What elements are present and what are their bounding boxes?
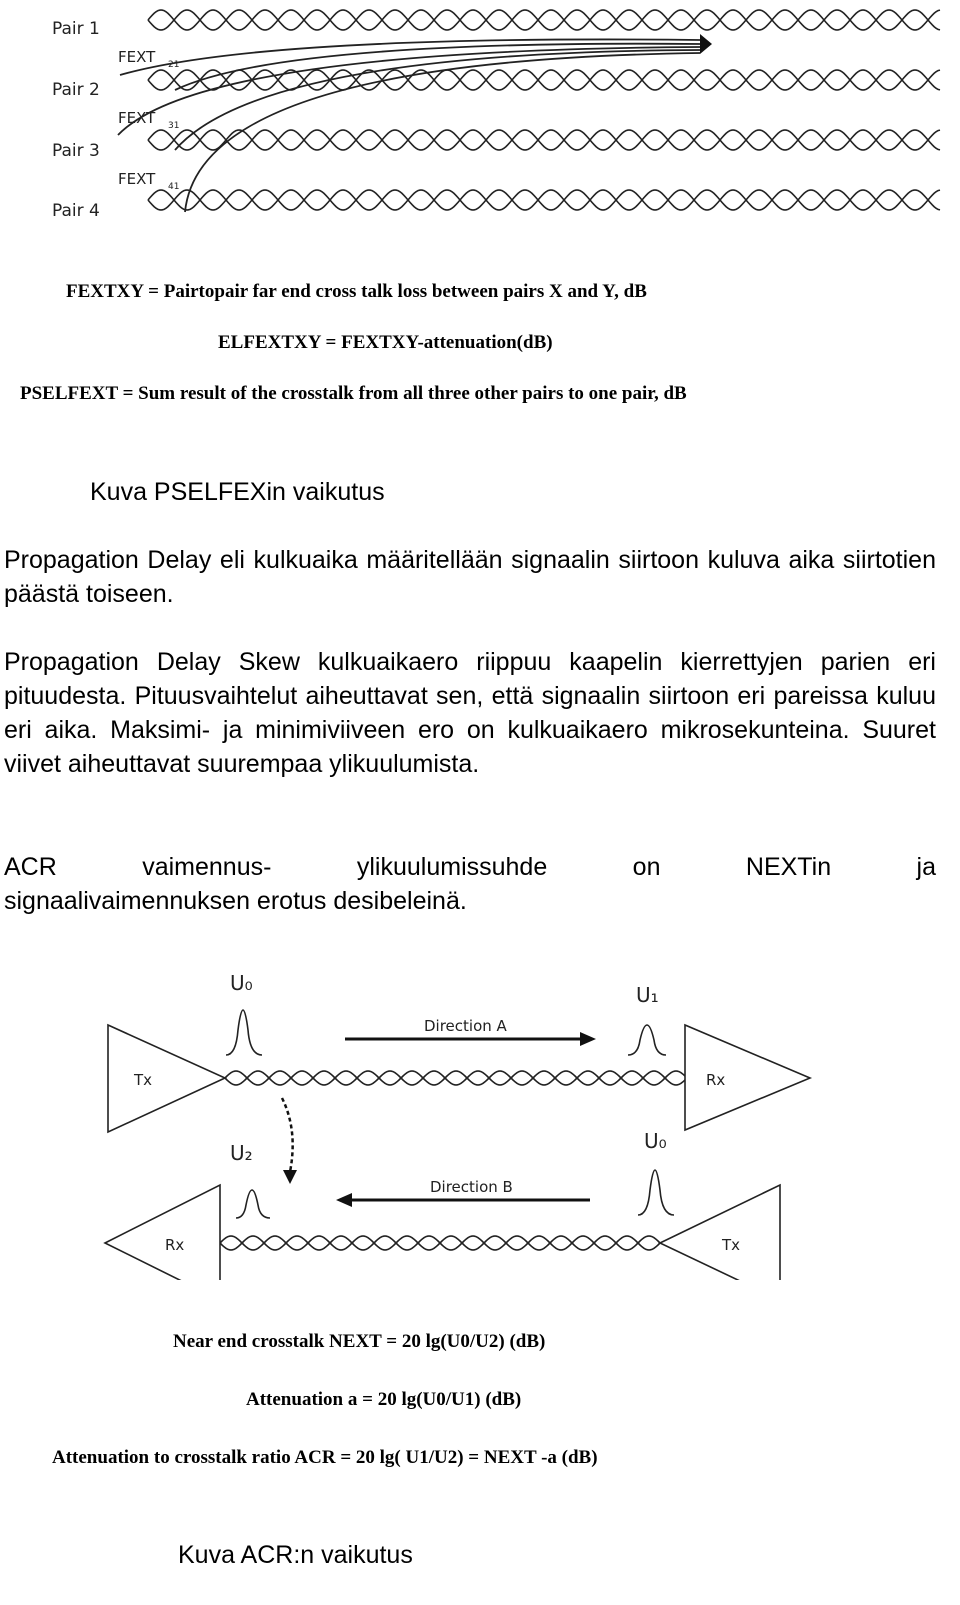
paragraph-text: Propagation Delay eli kulkuaika määritellään signaalin siirtoon kuluva aika siirtotien päästä toiseen. bbox=[4, 546, 936, 608]
formula-pselfext: PSELFEXT = Sum result of the crosstalk from all three other pairs to one pair, dB bbox=[20, 383, 687, 404]
figure1-caption: Kuva PSELFEXin vaikutus bbox=[90, 478, 385, 506]
rx-top-triangle bbox=[685, 1025, 810, 1130]
fext21-arrow bbox=[120, 39, 700, 75]
arrowhead-icon bbox=[336, 1193, 352, 1207]
formula-elfextxy: ELFEXTXY = FEXTXY-attenuation(dB) bbox=[218, 332, 553, 353]
arrowhead-icon bbox=[700, 34, 712, 54]
paragraph-line: ACR vaimennus- ylikuulumissuhde on NEXTin ja bbox=[4, 853, 936, 881]
u0-bottom-pulse bbox=[638, 1170, 674, 1215]
arrowhead-icon bbox=[283, 1170, 297, 1184]
fext21-label: FEXT bbox=[118, 48, 156, 66]
pair-1-label: Pair 1 bbox=[52, 19, 100, 39]
formula-acr: Attenuation to crosstalk ratio ACR = 20 lg( U1/U2) = NEXT -a (dB) bbox=[52, 1447, 598, 1468]
u2-label: U₂ bbox=[230, 1141, 253, 1165]
u0-top-label: U₀ bbox=[230, 971, 253, 995]
formula-attenuation: Attenuation a = 20 lg(U0/U1) (dB) bbox=[246, 1389, 522, 1410]
u0-bottom-label: U₀ bbox=[644, 1129, 667, 1153]
acr-diagram bbox=[0, 960, 960, 1280]
figure2-caption: Kuva ACR:n vaikutus bbox=[178, 1541, 413, 1569]
fext41-label: FEXT bbox=[118, 170, 156, 188]
u1-label: U₁ bbox=[636, 983, 659, 1007]
fext31-arrow bbox=[118, 47, 700, 135]
fext31-sub: 31 bbox=[168, 121, 180, 131]
pair-4-label: Pair 4 bbox=[52, 201, 100, 221]
formula-fextxy: FEXTXY = Pairtopair far end cross talk loss between pairs X and Y, dB bbox=[66, 281, 647, 302]
u1-pulse bbox=[628, 1025, 666, 1055]
u0-top-pulse bbox=[226, 1010, 262, 1055]
cable-waves bbox=[220, 1071, 685, 1250]
formula-next: Near end crosstalk NEXT = 20 lg(U0/U2) (dB) bbox=[173, 1331, 546, 1352]
bottom-cable-strand-2 bbox=[220, 1236, 660, 1250]
fext-diagram bbox=[0, 0, 960, 240]
u2-pulse bbox=[236, 1190, 270, 1218]
paragraph-line: signaalivaimennuksen erotus desibeleinä. bbox=[4, 887, 467, 915]
crosstalk-arrow bbox=[282, 1098, 293, 1172]
tx-bottom-label: Tx bbox=[722, 1236, 741, 1254]
tx-top-triangle bbox=[108, 1025, 225, 1132]
arrowhead-icon bbox=[580, 1032, 596, 1046]
fext41-sub: 41 bbox=[168, 182, 180, 192]
paragraph-delay-skew bbox=[4, 645, 936, 781]
paragraph-propagation-delay bbox=[4, 543, 936, 611]
fext21-sub: 21 bbox=[168, 60, 180, 70]
pair-2-label: Pair 2 bbox=[52, 80, 100, 100]
paragraph-acr bbox=[4, 850, 936, 918]
rx-top-label: Rx bbox=[706, 1071, 726, 1089]
rx-bottom-label: Rx bbox=[165, 1236, 185, 1254]
paragraph-text: Propagation Delay Skew kulkuaikaero riippuu kaapelin kierrettyjen parien eri pituudesta. Pituusvaihtelut aiheuttavat sen, että signaalin siirtoon eri pareissa kuluu eri aika. Maksimi- ja minimiviiveen ero on kulkuaikaero mikrosekunteina. Suuret viivet aiheuttavat suurempaa ylikuulumista. bbox=[4, 648, 936, 778]
tx-bottom-triangle bbox=[660, 1185, 780, 1280]
fext31-label: FEXT bbox=[118, 109, 156, 127]
direction-a-label: Direction A bbox=[424, 1017, 507, 1035]
direction-b-label: Direction B bbox=[430, 1178, 513, 1196]
rx-bottom-triangle bbox=[105, 1185, 220, 1280]
pair-3-label: Pair 3 bbox=[52, 141, 100, 161]
tx-top-label: Tx bbox=[134, 1071, 153, 1089]
